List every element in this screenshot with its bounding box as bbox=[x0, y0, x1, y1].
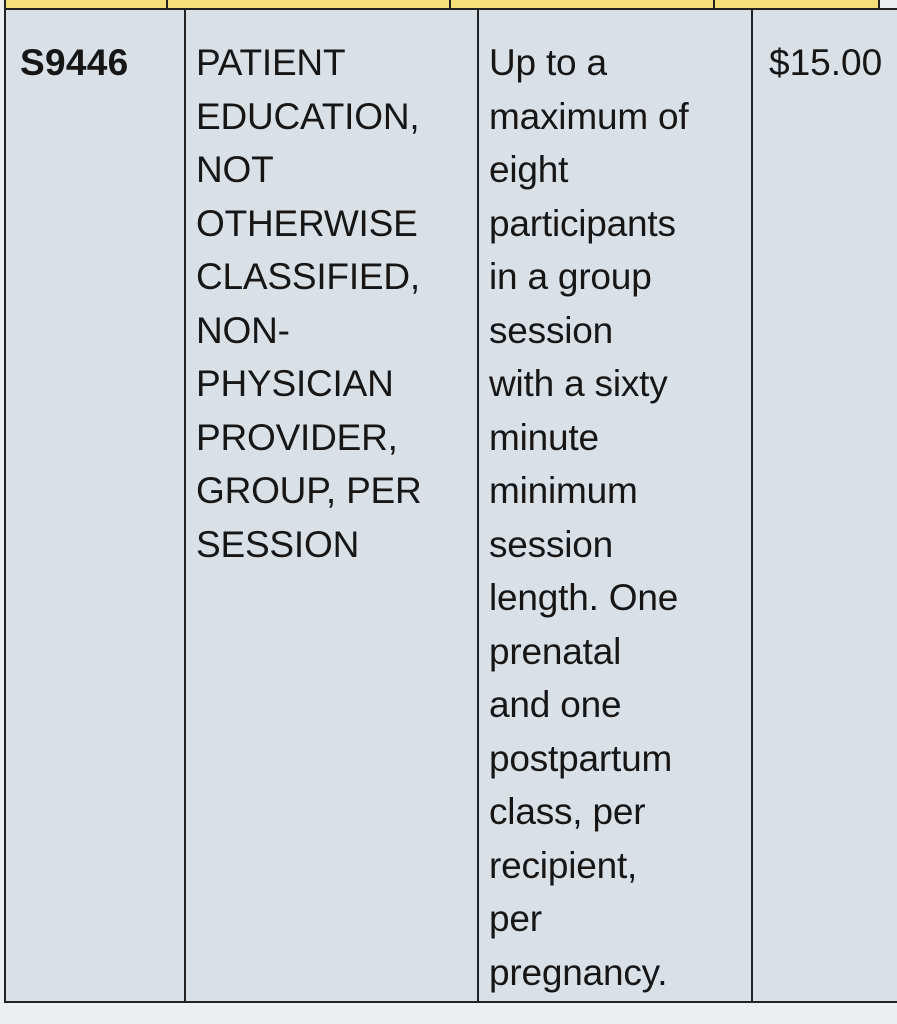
limitation-line: maximum of bbox=[489, 95, 689, 137]
description-line: OTHERWISE bbox=[196, 202, 418, 244]
limitation-line: eight bbox=[489, 149, 569, 190]
header-separator bbox=[166, 0, 168, 8]
limitation-line: pregnancy. bbox=[489, 951, 668, 993]
header-separator bbox=[449, 0, 451, 8]
description-line: PHYSICIAN bbox=[196, 363, 394, 404]
limitation-line: postpartum bbox=[489, 737, 673, 779]
table-row bbox=[5, 9, 897, 1002]
description-line: NOT bbox=[196, 149, 274, 190]
limitation-line: participants bbox=[489, 202, 676, 244]
limitation-line: minimum bbox=[489, 470, 638, 511]
limitation-line: with a sixty bbox=[489, 363, 668, 404]
limitation-line: prenatal bbox=[489, 630, 622, 672]
limitation-line: session bbox=[489, 309, 614, 351]
description-line: EDUCATION, bbox=[196, 95, 420, 137]
description-line: SESSION bbox=[196, 523, 360, 565]
limitation-line: class, per bbox=[489, 791, 646, 832]
limitation-line: length. One bbox=[489, 577, 679, 618]
header-separator bbox=[713, 0, 715, 8]
description-line: NON- bbox=[196, 309, 290, 351]
limitation-line: session bbox=[489, 523, 614, 565]
procedure-code-cell bbox=[5, 9, 185, 1002]
limitation-line: per bbox=[489, 898, 542, 939]
description-line: CLASSIFIED, bbox=[196, 256, 420, 297]
fee-schedule-table bbox=[4, 8, 897, 1003]
fee-cell bbox=[752, 9, 897, 1002]
limitation-line: and one bbox=[489, 684, 622, 725]
procedure-code: S9446 bbox=[20, 42, 129, 83]
fee-amount: $15.00 bbox=[769, 42, 883, 83]
limitation-line: Up to a bbox=[489, 42, 607, 83]
description-line: PATIENT bbox=[196, 42, 346, 83]
table-header-accent bbox=[4, 0, 880, 8]
description-line: PROVIDER, bbox=[196, 416, 398, 458]
limitation-line: minute bbox=[489, 416, 599, 458]
limitation-cell bbox=[478, 9, 752, 1002]
description-line: GROUP, PER bbox=[196, 470, 422, 511]
limitation-line: recipient, bbox=[489, 844, 638, 886]
description-cell bbox=[185, 9, 478, 1002]
limitation-line: in a group bbox=[489, 256, 652, 297]
